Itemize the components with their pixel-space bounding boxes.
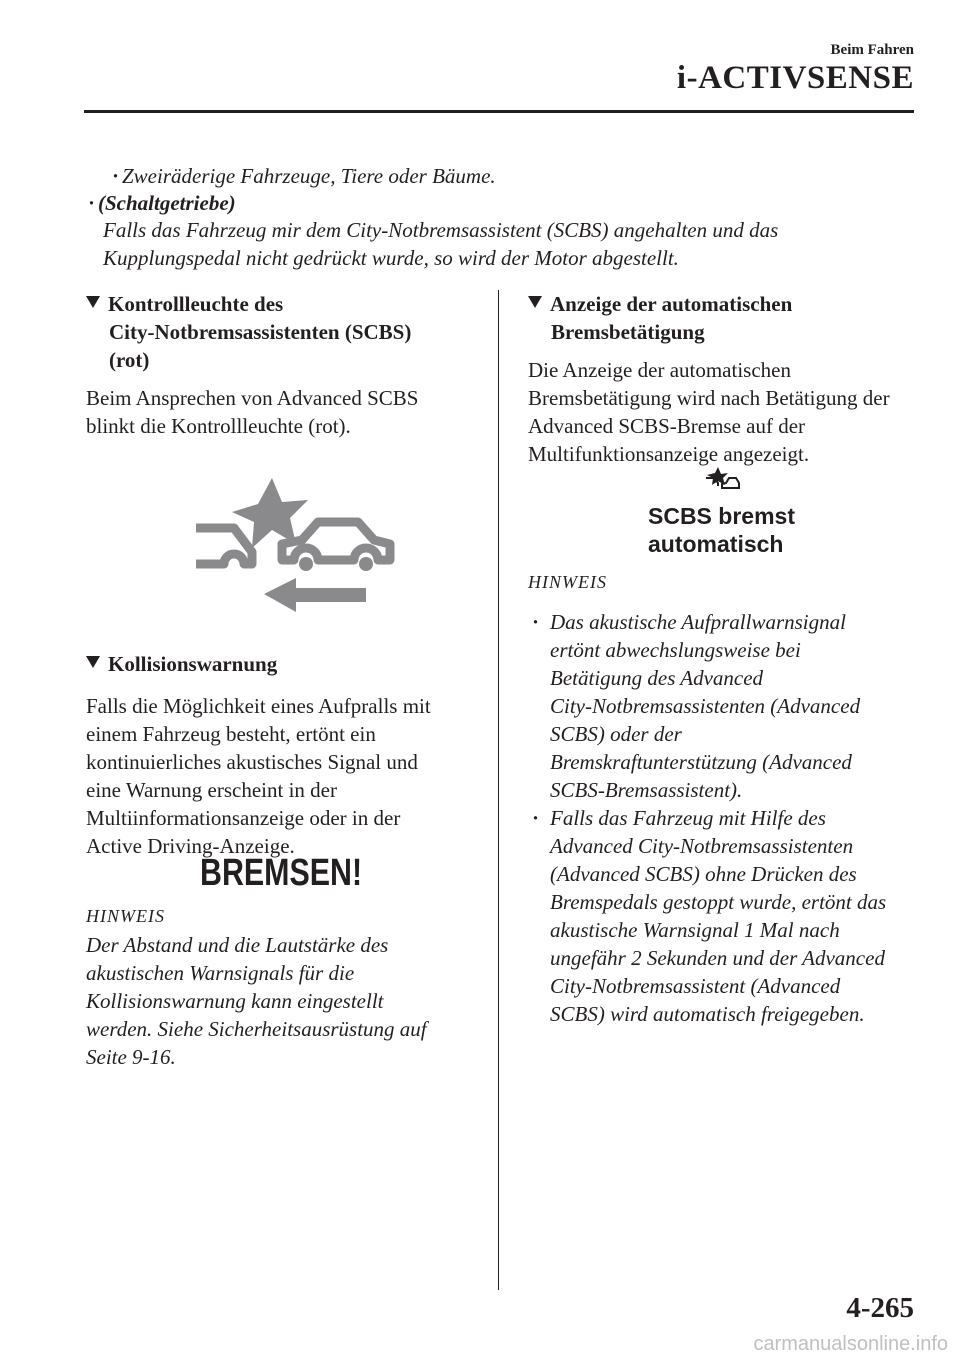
note-line: Kollisionswarnung kann eingestellt [86, 989, 384, 1013]
heading-line: Anzeige der automatischen [550, 292, 793, 316]
heading-line: City-Notbremsassistenten (SCBS) [109, 320, 412, 344]
note-label: HINWEIS [86, 906, 165, 926]
scbs-brake-display [648, 502, 795, 558]
paragraph-line: Bremsbetätigung wird nach Betätigung der [528, 386, 890, 410]
paragraph-line: einem Fahrzeug besteht, ertönt ein [86, 722, 376, 746]
bullet-icon: · [88, 191, 96, 215]
note-label: HINWEIS [528, 572, 607, 592]
note-line: werden. Siehe Sicherheitsausrüstung auf [86, 1017, 427, 1041]
intro-bullet-animals [112, 162, 496, 190]
note-line: Advanced City-Notbremsassistenten [550, 834, 854, 858]
notes-auto-brake [528, 608, 928, 1028]
column-divider [498, 290, 499, 1290]
brake-right-car-shape [722, 478, 739, 488]
paragraph-scbs-indicator [86, 384, 486, 440]
heading-line: Bremsbetätigung [551, 320, 705, 344]
triangle-marker-icon [86, 296, 100, 308]
list-item [528, 608, 928, 804]
paragraph-line: eine Warnung erscheint in der [86, 778, 337, 802]
paragraph-line: Beim Ansprechen von Advanced SCBS [86, 386, 419, 410]
note-line: Betätigung des Advanced [550, 666, 764, 690]
paragraph-line: Advanced SCBS-Bremse auf der [528, 414, 806, 438]
note-line: City-Notbremsassistenten (Advanced [550, 694, 861, 718]
heading-collision-warning [86, 650, 277, 678]
arrow-left-shape [264, 578, 366, 612]
note-line: SCBS) oder der [550, 722, 682, 746]
scbs-collision-icon [186, 472, 396, 622]
brake-left-car-shape [706, 478, 718, 486]
note-line: Falls das Fahrzeug mit Hilfe des [550, 806, 826, 830]
paragraph-line: Die Anzeige der automatischen [528, 358, 791, 382]
note-line: Bremspedals gestoppt wurde, ertönt das [550, 890, 887, 914]
bullet-icon: · [112, 164, 120, 188]
note-line: ungefähr 2 Sekunden und der Advanced [550, 946, 885, 970]
note-line: Bremskraftunterstützung (Advanced [550, 750, 852, 774]
note-line: Der Abstand und die Lautstärke des [86, 933, 389, 957]
note-line: City-Notbremsassistent (Advanced [550, 974, 841, 998]
note-line: akustischen Warnsignals für die [86, 961, 355, 985]
intro-manual-line: Falls das Fahrzeug mir dem City-Notbremsassistent (SCBS) angehalten und das [103, 218, 779, 242]
header-title: i-ACTIVSENSE [676, 60, 914, 96]
heading-line: Kollisionswarnung [108, 652, 278, 676]
note-line: akustische Warnsignal 1 Mal nach [550, 918, 840, 942]
header-section-label: Beim Fahren [830, 42, 914, 58]
paragraph-line: blinkt die Kontrollleuchte (rot). [86, 414, 351, 438]
note-line: (Advanced SCBS) ohne Drücken des [550, 862, 857, 886]
heading-scbs-indicator [86, 290, 486, 374]
heading-line: Kontrollleuchte des [108, 292, 284, 316]
triangle-marker-icon [86, 656, 100, 668]
right-car-outline [282, 522, 390, 560]
scbs-brake-icon [704, 466, 740, 492]
intro-manual-text [103, 216, 923, 272]
note-line: Das akustische Aufprallwarnsignal [550, 610, 846, 634]
note-line: Seite 9-16. [86, 1045, 176, 1069]
brake-warning-display: BREMSEN! [200, 852, 363, 894]
triangle-marker-icon [528, 296, 542, 308]
header-divider [84, 110, 914, 113]
note-line: SCBS-Bremsassistent). [550, 778, 743, 802]
intro-bullet-animals-text: Zweiräderige Fahrzeuge, Tiere oder Bäume. [122, 164, 496, 188]
note-line: ertönt abwechslungsweise bei [550, 638, 801, 662]
paragraph-line: Active Driving-Anzeige. [86, 834, 295, 858]
note-collision-warning [86, 931, 491, 1071]
watermark-link[interactable]: carmanualsonline.info [753, 1333, 948, 1355]
paragraph-line: kontinuierliches akustisches Signal und [86, 750, 418, 774]
wheel-shape [359, 557, 373, 571]
list-item [528, 804, 928, 1028]
wheel-shape [299, 557, 313, 571]
bullet-icon: · [532, 806, 540, 830]
notes-list [528, 608, 928, 1028]
display-line: SCBS bremst [648, 503, 795, 529]
left-car-outline [196, 528, 252, 564]
paragraph-line: Multiinformationsanzeige oder in der [86, 806, 401, 830]
intro-manual-line: Kupplungspedal nicht gedrückt wurde, so wird der Motor abgestellt. [103, 246, 679, 270]
paragraph-collision-warning [86, 692, 486, 860]
display-line: automatisch [648, 531, 784, 557]
paragraph-line: Falls die Möglichkeit eines Aufpralls mit [86, 694, 431, 718]
paragraph-line: Multifunktionsanzeige angezeigt. [528, 442, 810, 466]
bullet-icon: · [532, 610, 540, 634]
intro-manual-label [88, 189, 236, 217]
heading-line: (rot) [109, 348, 150, 372]
note-line: SCBS) wird automatisch freigegeben. [550, 1002, 865, 1026]
paragraph-auto-brake-display [528, 356, 928, 468]
page-number: 4-265 [846, 1292, 914, 1324]
heading-auto-brake-display [528, 290, 918, 346]
intro-manual-label-text: (Schaltgetriebe) [98, 191, 236, 215]
